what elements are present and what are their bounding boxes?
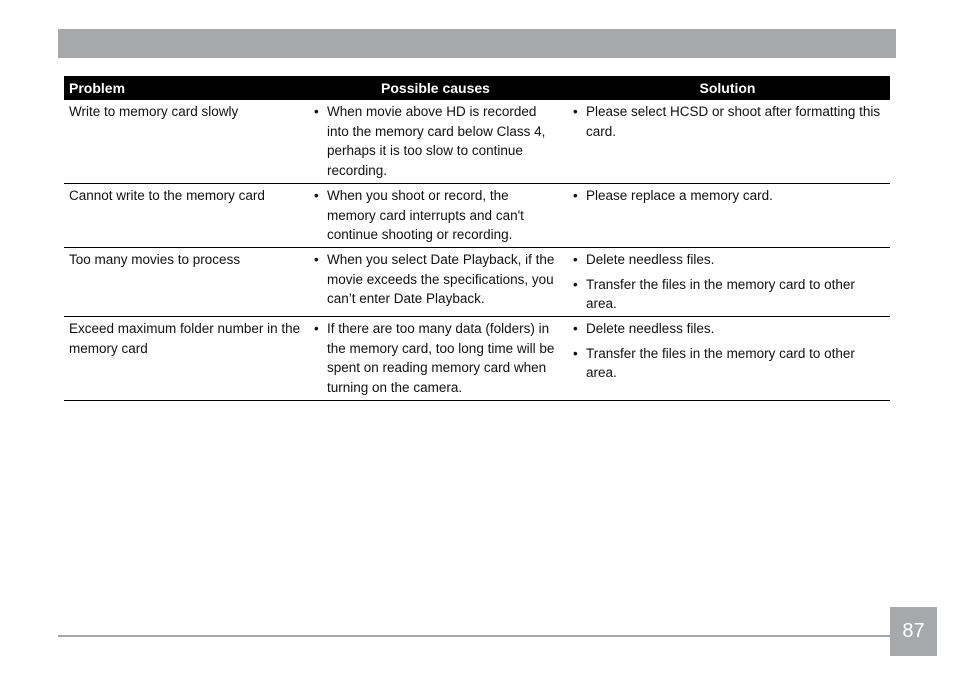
- solution-item: • Please select HCSD or shoot after formatting this card.: [570, 102, 885, 141]
- solution-item: • Please replace a memory card.: [570, 186, 885, 206]
- table-header-row: [64, 76, 890, 100]
- solution-cell: [565, 183, 890, 247]
- problem-cell: Cannot write to the memory card: [64, 183, 306, 247]
- table-row: [64, 317, 890, 401]
- column-header-causes: Possible causes: [306, 76, 565, 100]
- table-row: [64, 100, 890, 183]
- problem-cell: Write to memory card slowly: [64, 100, 306, 183]
- header-bar: [58, 29, 896, 58]
- column-header-solution: Solution: [565, 76, 890, 100]
- footer-rule: [58, 635, 890, 637]
- solution-item: • Delete needless files.: [570, 250, 885, 270]
- cause-item: • When you shoot or record, the memory card interrupts and can't continue shooting or recording.: [311, 186, 560, 245]
- causes-cell: [306, 183, 565, 247]
- cause-item: • If there are too many data (folders) in the memory card, too long time will be spent on reading memory card when turning on the camera.: [311, 319, 560, 398]
- cause-item: • When you select Date Playback, if the movie exceeds the specifications, you can’t enter Date Playback.: [311, 250, 560, 309]
- solution-item: • Transfer the files in the memory card to other area.: [570, 344, 885, 383]
- causes-cell: [306, 247, 565, 316]
- problem-cell: Too many movies to process: [64, 247, 306, 316]
- problem-cell: Exceed maximum folder number in the memory card: [64, 317, 306, 401]
- solution-item: • Transfer the files in the memory card to other area.: [570, 275, 885, 314]
- page-number: 87: [890, 607, 937, 656]
- solution-cell: [565, 247, 890, 316]
- solution-item: • Delete needless files.: [570, 319, 885, 339]
- solution-cell: [565, 100, 890, 183]
- causes-cell: [306, 100, 565, 183]
- solution-cell: [565, 317, 890, 401]
- troubleshooting-table: [64, 76, 890, 401]
- table-row: [64, 183, 890, 247]
- cause-item: • When movie above HD is recorded into the memory card below Class 4, perhaps it is too slow to continue recording.: [311, 102, 560, 181]
- causes-cell: [306, 317, 565, 401]
- column-header-problem: Problem: [64, 76, 306, 100]
- table-row: [64, 247, 890, 316]
